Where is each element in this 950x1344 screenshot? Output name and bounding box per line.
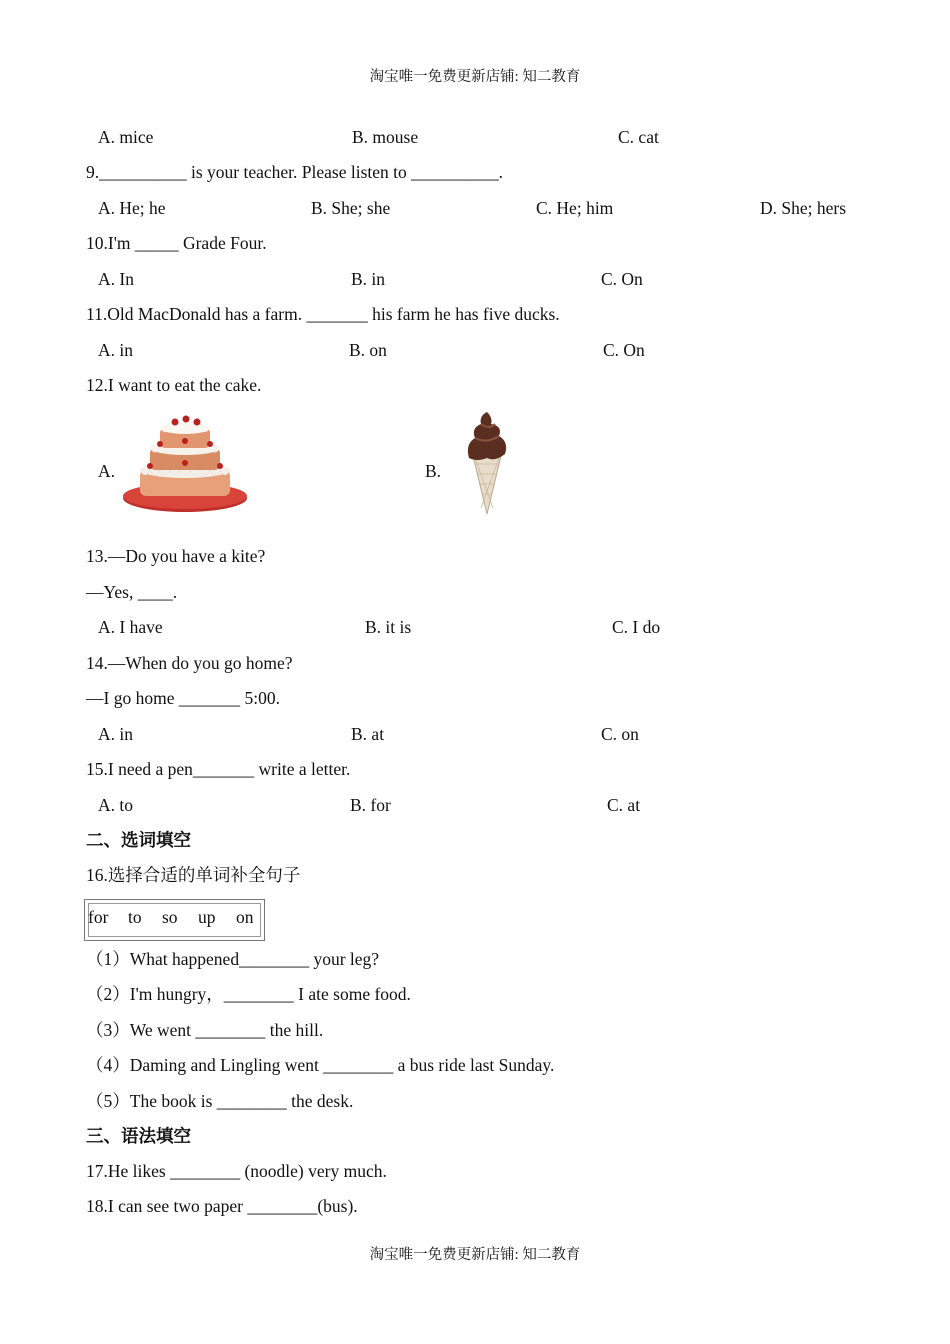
q17-stem: 17.He likes ________ (noodle) very much. — [86, 1161, 387, 1181]
q11-option-a: A. in — [98, 340, 133, 360]
q16-item-2: （2）I'm hungry，________ I ate some food. — [86, 984, 411, 1004]
q16-item-1: （1）What happened________ your leg? — [86, 949, 380, 969]
q11-stem: 11.Old MacDonald has a farm. _______ his farm he has five ducks. — [86, 304, 560, 324]
q18-stem: 18.I can see two paper ________(bus). — [86, 1196, 358, 1216]
q8-option-b: B. mouse — [352, 127, 419, 147]
q9-option-b: B. She; she — [311, 198, 391, 218]
word-bank-word: so — [162, 907, 178, 927]
word-bank-word: to — [128, 907, 142, 927]
q14-option-c: C. on — [601, 724, 639, 744]
q13-reply: —Yes, ____. — [86, 582, 178, 602]
q15-stem: 15.I need a pen_______ write a letter. — [86, 759, 351, 779]
word-bank-word: on — [236, 907, 254, 927]
q10-option-a: A. In — [98, 269, 134, 289]
q16-item-4: （4）Daming and Lingling went ________ a bus ride last Sunday. — [86, 1055, 555, 1075]
q9-option-c: C. He; him — [536, 198, 614, 218]
q14-option-a: A. in — [98, 724, 133, 744]
q12-stem: 12.I want to eat the cake. — [86, 375, 262, 395]
ice-cream-image — [445, 408, 525, 518]
q13-option-a: A. I have — [98, 617, 163, 637]
q12-option-b: B. — [425, 461, 442, 481]
q15-option-c: C. at — [607, 795, 641, 815]
q10-stem: 10.I'm _____ Grade Four. — [86, 233, 267, 253]
q8-option-c: C. cat — [618, 127, 659, 147]
q8-option-a: A. mice — [98, 127, 154, 147]
section-3-title: 三、语法填空 — [86, 1126, 191, 1146]
word-bank-word: for — [88, 907, 109, 927]
q14-option-b: B. at — [351, 724, 385, 744]
q15-option-a: A. to — [98, 795, 133, 815]
q10-option-b: B. in — [351, 269, 386, 289]
page-footer: 淘宝唯一免费更新店铺: 知二教育 — [369, 1247, 581, 1263]
page-header: 淘宝唯一免费更新店铺: 知二教育 — [369, 69, 581, 85]
q11-option-b: B. on — [349, 340, 387, 360]
q9-option-a: A. He; he — [98, 198, 166, 218]
section-2-title: 二、选词填空 — [86, 830, 191, 850]
q11-option-c: C. On — [603, 340, 645, 360]
q13-stem: 13.—Do you have a kite? — [86, 546, 266, 566]
q9-option-d: D. She; hers — [760, 198, 847, 218]
q14-stem: 14.—When do you go home? — [86, 653, 293, 673]
q16-stem: 16.选择合适的单词补全句子 — [86, 865, 301, 885]
q16-item-3: （3）We went ________ the hill. — [86, 1020, 324, 1040]
q13-option-c: C. I do — [612, 617, 661, 637]
q13-option-b: B. it is — [365, 617, 412, 637]
q15-option-b: B. for — [350, 795, 391, 815]
q10-option-c: C. On — [601, 269, 643, 289]
cake-image — [120, 410, 250, 515]
q12-option-a: A. — [98, 461, 116, 481]
q9-stem: 9.__________ is your teacher. Please listen to __________. — [86, 162, 504, 182]
word-bank-word: up — [198, 907, 216, 927]
q16-item-5: （5）The book is ________ the desk. — [86, 1091, 354, 1111]
q14-reply: —I go home _______ 5:00. — [86, 688, 280, 708]
